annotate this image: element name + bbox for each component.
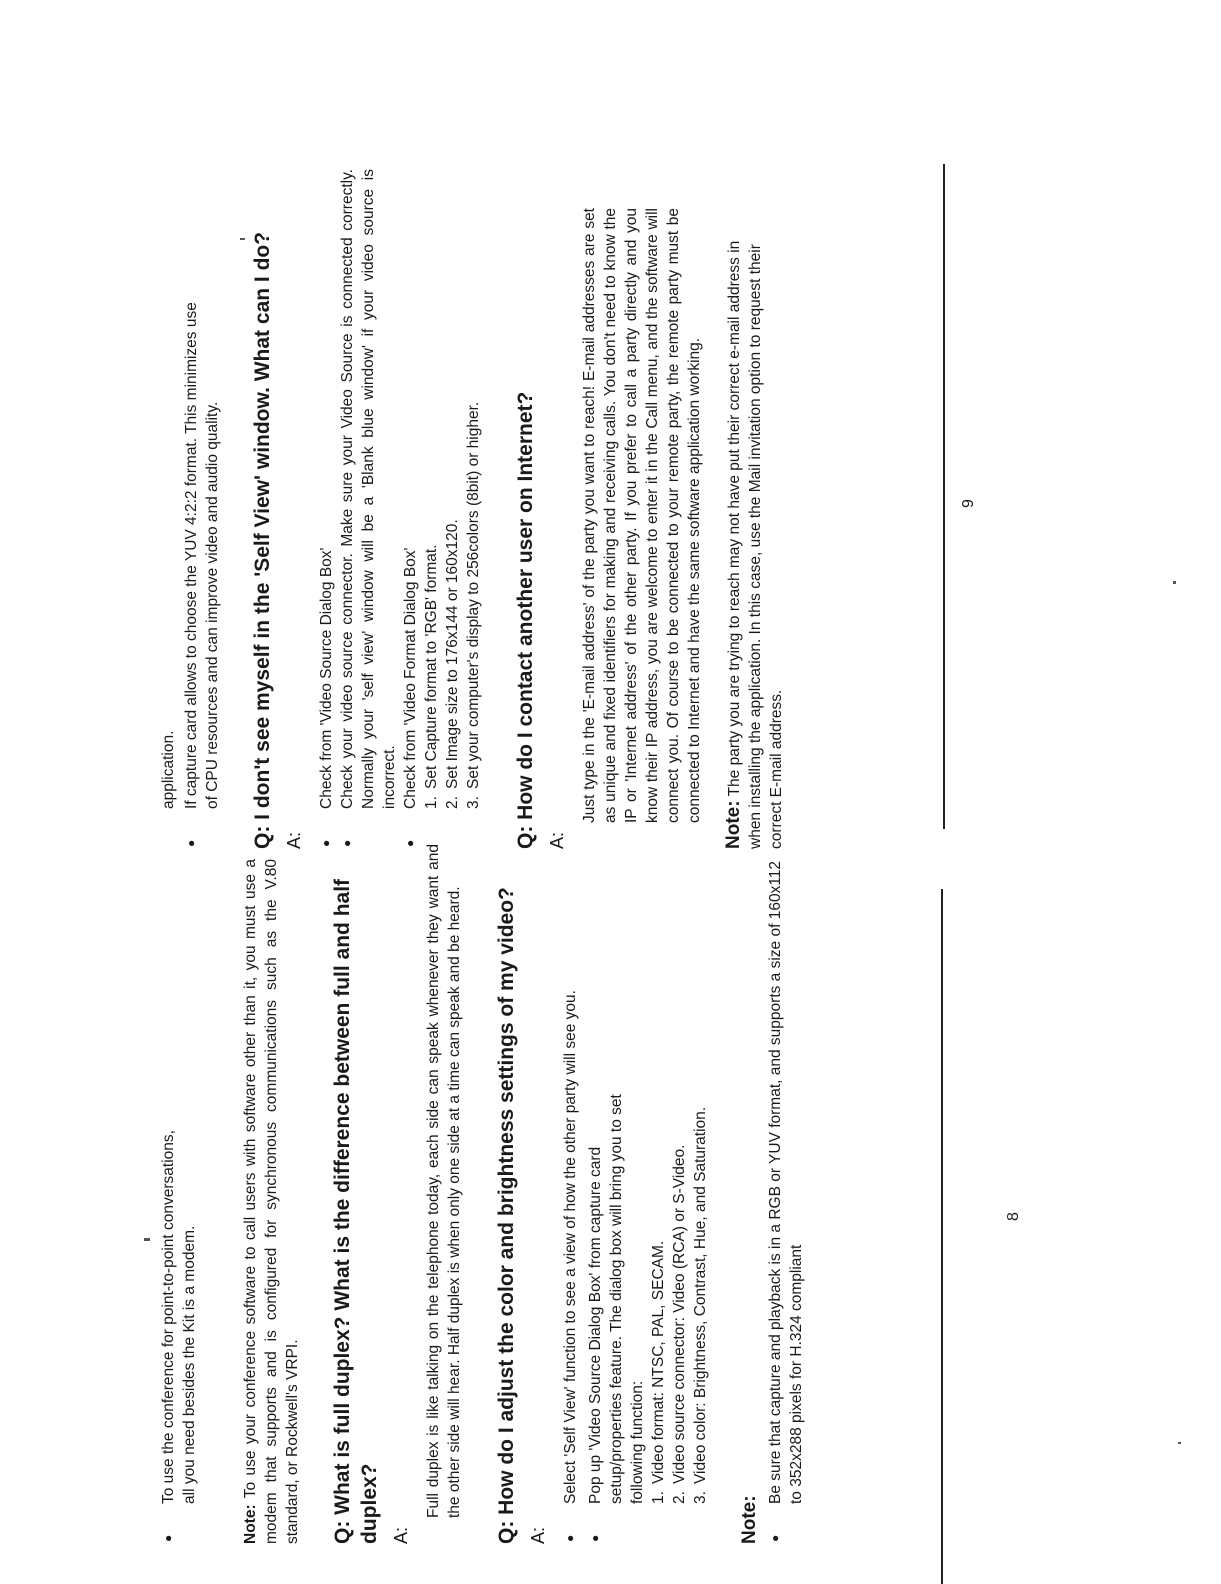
right-note-label: Note: bbox=[723, 800, 744, 849]
list-item bbox=[442, 149, 463, 809]
list-number: 2. bbox=[444, 796, 461, 809]
list-number: 1. bbox=[423, 796, 440, 809]
scan-speck bbox=[1178, 1442, 1181, 1444]
yuv-bullet bbox=[181, 289, 223, 849]
intro-bullet bbox=[158, 1124, 200, 1544]
page-number-8: 8 bbox=[1005, 1212, 1022, 1221]
list-item bbox=[690, 844, 711, 1504]
video-source-bullet-text: Pop up 'Video Source Dialog Box' from capture card setup/properties feature. The dialog box will bring you to set following function: bbox=[587, 1094, 646, 1504]
answer-label-3: A: bbox=[284, 831, 304, 849]
self-view-bullet-text: Select 'Self View' function to see a view of how the other party will see you. bbox=[562, 990, 579, 1504]
list-text: Video color: Brightness, Contrast, Hue, and Saturation. bbox=[692, 1106, 709, 1484]
format-note-bullet bbox=[765, 854, 807, 1544]
list-item bbox=[421, 149, 442, 809]
answer-label-2: A: bbox=[528, 1526, 548, 1544]
note-label: Note: bbox=[242, 1504, 259, 1544]
answer-full-duplex: Full duplex is like talking on the telephone today, each side can speak whenever they want and the other side will hear. Half duplex is when only one side at a time can speak and be heard. bbox=[425, 844, 463, 1518]
answer-contact-user: Just type in the 'E-mail address' of the party you want to reach! E-mail addresses are set as unique and fixed identifiers for making and receiving calls. You don't need to know the IP or 'Internet address' of the other party. If you prefer to call a party directly and you know their IP address, you are welcome to enter it in the Call menu, and the software will connect you. Of course to be connected to your remote party, the remote party must be connected to Internet and have the same software application working. bbox=[581, 208, 703, 823]
right-note-text: The party you are trying to reach may not have put their correct e-mail address in when installing the application. In this case, use the Mail invitation option to request their correct E-mail address. bbox=[726, 240, 785, 849]
intro-bullet-text: To use the conference for point-to-point conversations, all you need besides the Kit is a modem. bbox=[160, 1130, 198, 1504]
list-number: 3. bbox=[692, 1491, 709, 1504]
note-paragraph bbox=[240, 859, 303, 1544]
question-full-duplex: Q: What is full duplex? What is the difference between full and half duplex? bbox=[331, 878, 381, 1544]
continued-text: application. bbox=[160, 730, 177, 809]
yuv-bullet-text: If capture card allows to choose the YUV 4:2:2 format. This minimizes use of CPU resources and can improve video and audio quality. bbox=[183, 302, 221, 809]
question-self-view: Q: I don't see myself in the 'Self View' window. What can I do? bbox=[251, 231, 274, 849]
check-video-format-bullet bbox=[400, 149, 421, 849]
answer-label-4: A: bbox=[547, 831, 567, 849]
list-number: 3. bbox=[465, 796, 482, 809]
answer-label-1: A: bbox=[391, 1526, 411, 1544]
page-9 bbox=[150, 149, 801, 849]
self-view-bullet bbox=[560, 964, 581, 1544]
scan-speck bbox=[144, 1238, 150, 1241]
list-item bbox=[463, 149, 484, 809]
right-note-paragraph bbox=[723, 229, 787, 849]
check-video-format-text: Check from 'Video Format Dialog Box' bbox=[402, 547, 419, 809]
list-text: Set Image size to 176x144 or 160x120. bbox=[444, 519, 461, 789]
list-text: Set Capture format to 'RGB' format. bbox=[423, 544, 440, 789]
question-color-brightness: Q: How do I adjust the color and brightness settings of my video? bbox=[495, 887, 518, 1544]
question-contact-user: Q: How do I contact another user on Internet? bbox=[514, 391, 537, 849]
list-item bbox=[648, 844, 669, 1504]
format-note-text: Be sure that capture and playback is in a RGB or YUV format, and supports a size of 160x112 to 352x288 pixels for H.324 compliant bbox=[767, 860, 805, 1504]
right-page-rule bbox=[943, 164, 945, 829]
page-8 bbox=[150, 844, 807, 1544]
scan-speck bbox=[240, 238, 245, 240]
video-settings-list bbox=[648, 844, 711, 1544]
connector-bullet-text: Check your video source connector. Make sure your Video Source is connected correctly. Normally your 'self view' window will be a 'Blank blue window' if your video source is incorrect. bbox=[339, 169, 398, 809]
list-text: Video source connector: Video (RCA) or S-Video. bbox=[671, 1144, 688, 1484]
list-text: Video format: NTSC, PAL, SECAM. bbox=[650, 1240, 667, 1484]
note-text: To use your conference software to call users with software other than it, you must use a modem that supports and is configured for synchronous communications such as the V.80 standard, or Rockwell's VRPI. bbox=[242, 859, 301, 1544]
list-text: Set your computer's display to 256colors (8bit) or higher. bbox=[465, 401, 482, 789]
check-video-source-text: Check from 'Video Source Dialog Box' bbox=[318, 547, 335, 809]
list-item bbox=[669, 844, 690, 1504]
format-settings-list bbox=[421, 149, 484, 849]
scan-speck bbox=[1173, 581, 1176, 584]
list-number: 2. bbox=[671, 1491, 688, 1504]
page-number-9: 9 bbox=[960, 499, 977, 508]
check-video-source-bullet bbox=[316, 149, 337, 849]
note-heading: Note: bbox=[739, 1495, 760, 1544]
left-page-rule bbox=[941, 889, 943, 1584]
video-source-bullet bbox=[585, 1084, 648, 1544]
connector-bullet bbox=[337, 169, 400, 849]
list-number: 1. bbox=[650, 1491, 667, 1504]
